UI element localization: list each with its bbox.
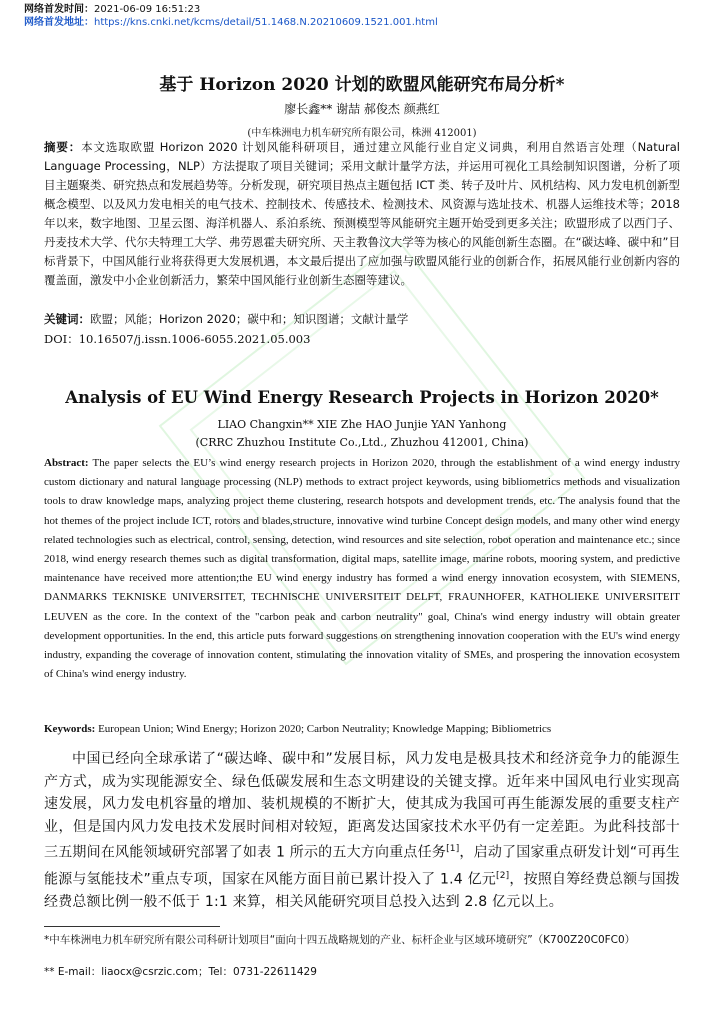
- cn-keywords-label: 关键词：: [44, 312, 90, 326]
- first-published-url[interactable]: [24, 16, 438, 29]
- en-keywords-text: European Union; Wind Energy; Horizon 2020; Carbon Neutrality; Knowledge Mapping; Bibliometrics: [95, 723, 552, 735]
- en-title: Analysis of EU Wind Energy Research Projects in Horizon 2020*: [65, 388, 659, 407]
- footnote-divider: [44, 926, 220, 927]
- body-text-part3: ，按照自筹经费总额与国拨经费总额比例一般不低于 1:1 来算，相关风能研究项目总投入达到 2.8 亿元以上。: [44, 871, 680, 910]
- footnote-contact: ** E-mail：liaocx@csrzic.com；Tel：0731-22611429: [44, 966, 317, 978]
- cn-affiliation: (中车株洲电力机车研究所有限公司，株洲 412001): [247, 128, 477, 139]
- cn-abstract-label: 摘要：: [44, 140, 82, 154]
- en-abstract: [44, 454, 680, 684]
- cn-title: 基于 Horizon 2020 计划的欧盟风能研究布局分析*: [159, 75, 565, 95]
- en-affiliation: (CRRC Zhuzhou Institute Co.,Ltd., Zhuzhou 412001, China): [195, 436, 529, 449]
- first-published-url-link[interactable]: https://kns.cnki.net/kcms/detail/51.1468.N.20210609.1521.001.html: [94, 17, 438, 28]
- citation-ref-1[interactable]: [1]: [446, 844, 460, 855]
- cn-abstract-text: 本文选取欧盟 Horizon 2020 计划风能科研项目，通过建立风能行业自定义词典，利用自然语言处理（Natural Language Processing，NLP）方法提取了项目关键词；采用文献计量学方法，并运用可视化工具绘制知识图谱，分析了项目主题聚类、研究热点和发展趋势等。分析发现，研究项目热点主题包括 ICT 类、转子及叶片、风机结构、风力发电机创新型概念模型、以及风力发电相关的电气技术、控制技术、传感技术、检测技术、风资源与选址技术、机器人运维技术等；2018 年以来，数字地图、卫星云图、海洋机器人、系泊系统、预测模型等风能研究主题开始受到更多关注；欧盟形成了以西门子、丹麦技术大学、代尔夫特理工大学、弗劳恩霍夫研究所、天主教鲁汶大学等为核心的风能创新生态圈。在“碳达峰、碳中和”目标背景下，中国风能行业将获得更大发展机遇，本文最后提出了应加强与欧盟风能行业的创新合作，拓展风能行业创新内容的覆盖面，激发中小企业创新活力，繁荣中国风能行业创新生态圈等建议。: [44, 140, 680, 287]
- footnote-funding: *中车株洲电力机车研究所有限公司科研计划项目“面向十四五战略规划的产业、标杆企业与区域环境研究”（K700Z20C0FC0）: [44, 934, 636, 946]
- en-keywords-label: Keywords:: [44, 723, 96, 735]
- en-authors: LIAO Changxin** XIE Zhe HAO Junjie YAN Yanhong: [217, 418, 507, 431]
- first-published-time-label: 网络首发时间：: [24, 4, 94, 15]
- cn-keywords-text: 欧盟；风能；Horizon 2020；碳中和；知识图谱；文献计量学: [90, 312, 409, 326]
- first-published-time: [24, 3, 200, 16]
- en-abstract-label: Abstract:: [44, 457, 89, 469]
- en-keywords: [44, 720, 680, 739]
- en-abstract-text: The paper selects the EU’s wind energy research projects in Horizon 2020, through the establishment of a wind energy industry custom dictionary and natural language processing (NLP) methods to extract project keywords, using bibliometrics methods and visualization tools to draw knowledge maps, analyzing project theme clustering, research hotspots and development trends, etc. The analysis found that the hot themes of the project include ICT, rotors and blades,structure, innovative wind turbine Concept design models, and many other wind energy related technologies such as electrical, control, sensing, detection, wind resources and site selection, robot operation and maintenance etc.; since 2018, wind energy research themes such as digital transformation, digital maps, satellite image, marine robots, mooring system, and predictive maintenance have received more attention;the EU wind energy industry has formed a wind energy innovation ecosystem, with SIEMENS, DANMARKS TEKNISKE UNIVERSITET, TECHNISCHE UNIVERSITEIT DELFT, FRAUNHOFER, KATHOLIEKE UNIVERSITEIT LEUVEN as the core. In the context of the "carbon peak and carbon neutrality" goal, China's wind energy industry will obtain greater development opportunities. In the end, this article puts forward suggestions on strengthening innovation cooperation with the EU's wind energy industry, expanding the coverage of innovation content, stimulating the innovation vitality of SMEs, and prospering the innovation ecosystem of China's wind energy industry.: [44, 457, 680, 681]
- body-text-part2: ，启动了国家重点研发计划“可再生能源与氢能技术”重点专项，国家在风能方面目前已累计投入了 1.4 亿元: [44, 845, 681, 888]
- first-published-url-label: 网络首发地址：: [24, 17, 94, 28]
- cn-abstract: [44, 138, 680, 290]
- body-paragraph: [44, 748, 680, 913]
- cn-authors: 廖长鑫** 谢喆 郝俊杰 颜燕红: [284, 102, 440, 116]
- doi: DOI：10.16507/j.issn.1006-6055.2021.05.003: [44, 332, 311, 346]
- citation-ref-2[interactable]: [2]: [496, 870, 510, 881]
- first-published-time-value: 2021-06-09 16:51:23: [94, 4, 201, 15]
- cn-keywords: [44, 310, 680, 329]
- body-text-part1: 中国已经向全球承诺了“碳达峰、碳中和”发展目标，风力发电是极具技术和经济竞争力的能源生产方式，成为实现能源安全、绿色低碳发展和生态文明建设的关键支撑。近年来中国风电行业实现高速发展，风力发电机容量的增加、装机规模的不断扩大，使其成为我国可再生能源发展的重要支柱产业，但是国内风力发电技术发展时间相对较短，距离发达国家技术水平仍有一定差距。为此科技部十三五期间在风能领域研究部署了如表 1 所示的五大方向重点任务: [44, 751, 680, 862]
